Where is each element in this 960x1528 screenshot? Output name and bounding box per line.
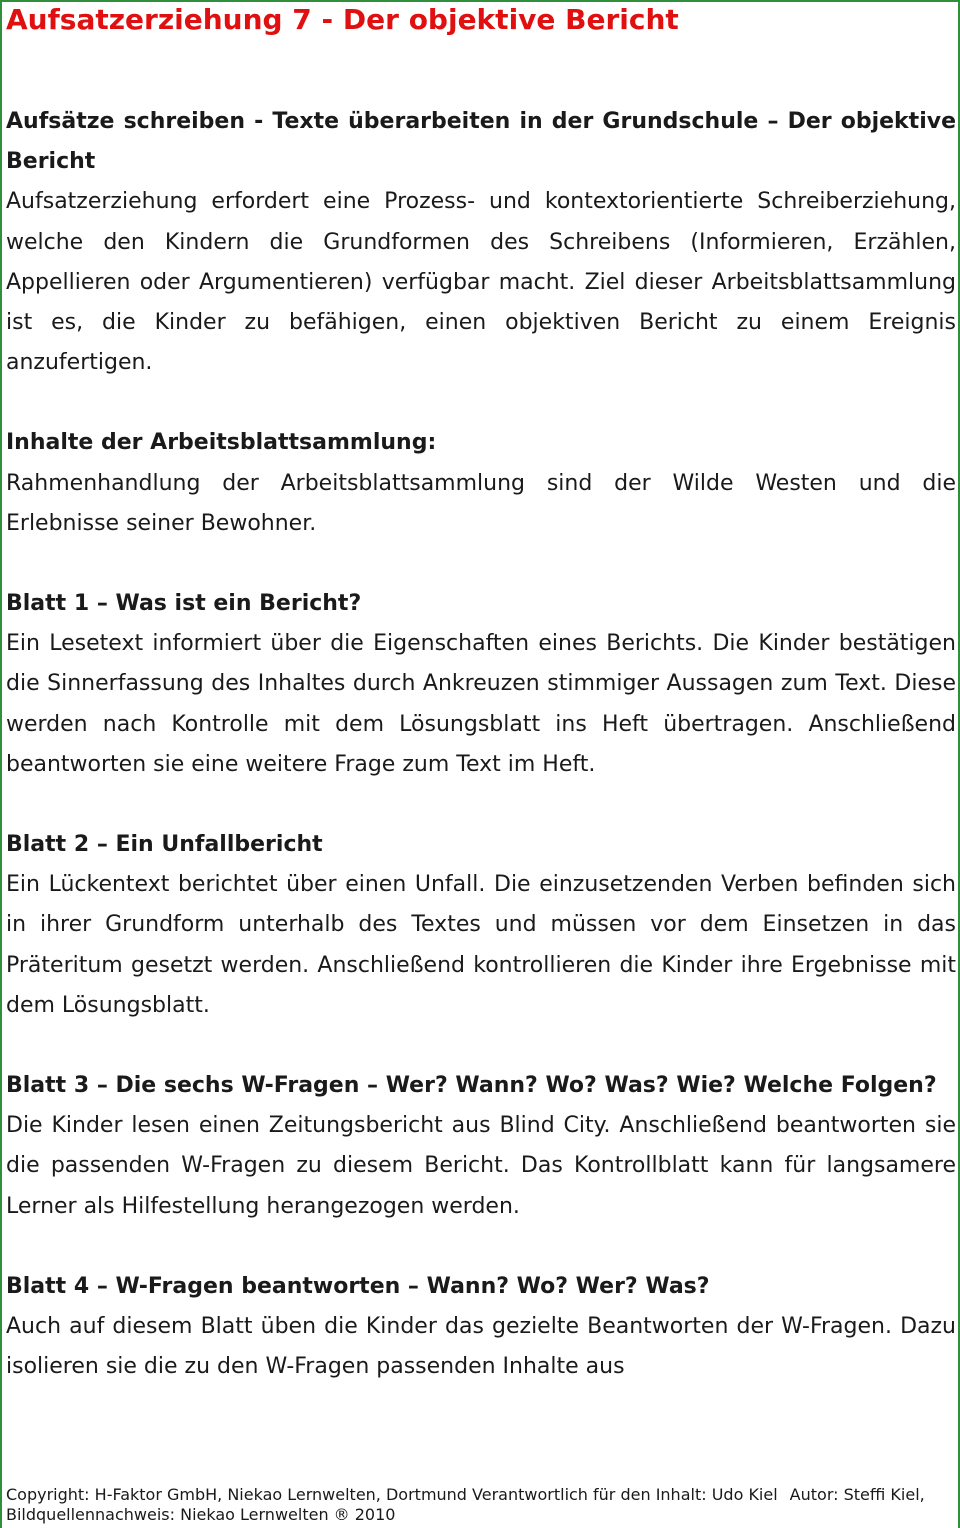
document-title: Aufsatzerziehung 7 - Der objektive Bericht	[6, 3, 679, 36]
footer-copyright: Copyright: H-Faktor GmbH, Niekao Lernwelten, Dortmund Verantwortlich für den Inhalt: Udo Kiel	[6, 1485, 778, 1504]
section-heading: Blatt 3 – Die sechs W-Fragen – Wer? Wann? Wo? Was? Wie? Welche Folgen?	[6, 1073, 937, 1099]
footer-image-credit: Bildquellennachweis: Niekao Lernwelten ® 2010	[6, 1505, 396, 1524]
section-blatt-2	[6, 825, 956, 1026]
section-blatt-4	[6, 1267, 956, 1388]
footer-author: Autor: Steffi Kiel,	[789, 1485, 925, 1504]
section-heading: Blatt 2 – Ein Unfallbericht	[6, 832, 323, 858]
section-heading: Aufsätze schreiben - Texte überarbeiten in der Grundschule – Der objektive Bericht	[6, 109, 956, 175]
footer-line-2	[6, 1505, 956, 1525]
section-text: Rahmenhandlung der Arbeitsblattsammlung sind der Wilde Westen und die Erlebnisse seiner Bewohner.	[6, 470, 956, 536]
page-footer	[6, 1485, 956, 1525]
section-text: Die Kinder lesen einen Zeitungsbericht aus Blind City. Anschließend beantworten sie die passenden W-Fragen zu diesem Bericht. Das Kontrollblatt kann für langsamere Lerner als Hilfestellung herangezogen werden.	[6, 1113, 956, 1219]
section-text: Ein Lesetext informiert über die Eigenschaften eines Berichts. Die Kinder bestätigen die Sinnerfassung des Inhaltes durch Ankreuzen stimmiger Aussagen zum Text. Diese werden nach Kontrolle mit dem Lösungsblatt ins Heft übertragen. Anschließend beantworten sie eine weitere Frage zum Text im Heft.	[6, 631, 956, 777]
section-text: Ein Lückentext berichtet über einen Unfall. Die einzusetzenden Verben befinden sich in ihrer Grundform unterhalb des Textes und müssen vor dem Einsetzen in das Präteritum gesetzt werden. Anschließend kontrollieren die Kinder ihre Ergebnisse mit dem Lösungsblatt.	[6, 872, 956, 1018]
section-blatt-3	[6, 1066, 956, 1227]
section-heading: Blatt 1 – Was ist ein Bericht?	[6, 591, 362, 617]
section-heading: Blatt 4 – W-Fragen beantworten – Wann? Wo? Wer? Was?	[6, 1273, 710, 1299]
section-text: Auch auf diesem Blatt üben die Kinder das gezielte Beantworten der W-Fragen. Dazu isolieren sie die zu den W-Fragen passenden Inhalte aus	[6, 1314, 956, 1380]
section-blatt-1	[6, 584, 956, 785]
document-body	[6, 102, 956, 1427]
section-heading: Inhalte der Arbeitsblattsammlung:	[6, 430, 437, 456]
section-text: Aufsatzerziehung erfordert eine Prozess- und kontextorientierte Schreiberziehung, welche den Kindern die Grundformen des Schreibens (Informieren, Erzählen, Appellieren oder Argumentieren) verfügbar macht. Ziel dieser Arbeitsblattsammlung ist es, die Kinder zu befähigen, einen objektiven Bericht zu einem Ereignis anzufertigen.	[6, 189, 956, 376]
section-contents	[6, 423, 956, 544]
section-intro	[6, 102, 956, 383]
footer-line-1	[6, 1485, 956, 1505]
